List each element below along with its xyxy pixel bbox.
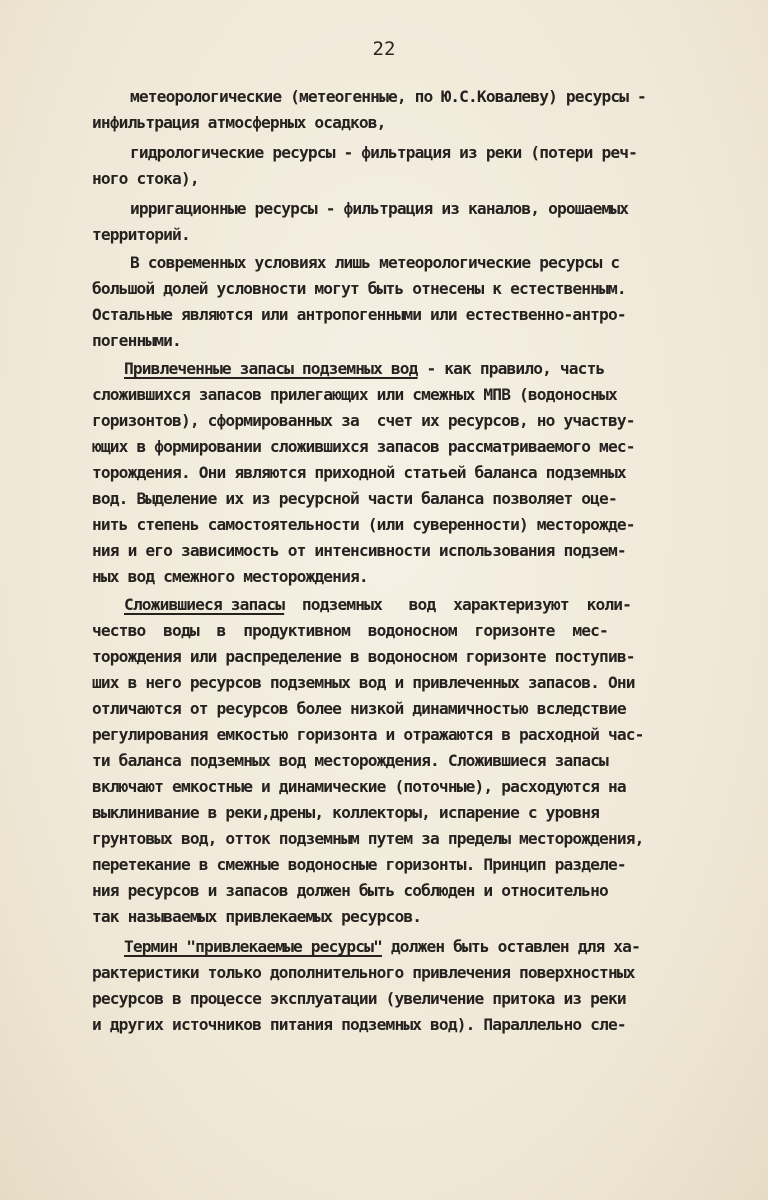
text-line — [92, 488, 617, 510]
line-text: погенными. — [92, 331, 181, 350]
line-text: ти баланса подземных вод месторождения. Сложившиеся запасы — [92, 751, 608, 770]
text-line — [92, 224, 190, 246]
text-line — [130, 142, 637, 164]
text-line — [130, 86, 646, 108]
line-text: вод. Выделение их из ресурсной части баланса позволяет оце- — [92, 489, 617, 508]
text-line — [92, 112, 386, 134]
line-text: горизонтов), сформированных за счет их ресурсов, но участву- — [92, 411, 635, 430]
text-line — [130, 252, 619, 274]
text-line — [124, 358, 604, 380]
line-text: перетекание в смежные водоносные горизонты. Принцип разделе- — [92, 855, 626, 874]
line-text: ния и его зависимость от интенсивности использования подзем- — [92, 541, 626, 560]
line-text: ресурсов в процессе эксплуатации (увеличение притока из реки — [92, 989, 626, 1008]
line-text: нить степень самостоятельности (или суверенности) месторожде- — [92, 515, 635, 534]
text-line — [92, 672, 635, 694]
text-line — [92, 384, 617, 406]
line-text: торождения. Они являются приходной статьей баланса подземных — [92, 463, 626, 482]
text-line — [92, 906, 421, 928]
line-text: В современных условиях лишь метеорологические ресурсы с — [130, 253, 620, 272]
text-line — [92, 540, 626, 562]
line-text: чество воды в продуктивном водоносном горизонте мес- — [92, 621, 608, 640]
line-text: торождения или распределение в водоносном горизонте поступив- — [92, 647, 635, 666]
line-text: - как правило, часть — [417, 359, 605, 378]
underlined-term: Термин "привлекаемые ресурсы" — [124, 937, 382, 956]
line-text: рактеристики только дополнительного привлечения поверхностных — [92, 963, 635, 982]
line-text: грунтовых вод, отток подземным путем за пределы месторождения, — [92, 829, 644, 848]
text-line — [92, 620, 608, 642]
line-text: инфильтрация атмосферных осадков, — [92, 113, 386, 132]
text-line — [92, 750, 608, 772]
text-line — [92, 1014, 626, 1036]
page-number: 22 — [372, 38, 396, 60]
text-line — [124, 594, 631, 616]
text-line — [92, 802, 599, 824]
text-line — [92, 514, 635, 536]
text-line — [92, 436, 635, 458]
line-text: так называемых привлекаемых ресурсов. — [92, 907, 422, 926]
text-line — [130, 198, 628, 220]
text-line — [92, 462, 626, 484]
text-line — [92, 880, 608, 902]
underlined-term: Сложившиеся запасы — [124, 595, 285, 614]
text-line — [92, 724, 644, 746]
text-line — [92, 776, 626, 798]
line-text: ния ресурсов и запасов должен быть соблюден и относительно — [92, 881, 608, 900]
line-text: регулирования емкостью горизонта и отражаются в расходной час- — [92, 725, 644, 744]
line-text: ного стока), — [92, 169, 199, 188]
text-line — [92, 646, 635, 668]
line-text: ных вод смежного месторождения. — [92, 567, 368, 586]
line-text: территорий. — [92, 225, 190, 244]
line-text: ющих в формировании сложившихся запасов рассматриваемого мес- — [92, 437, 635, 456]
line-text: и других источников питания подземных вод). Параллельно сле- — [92, 1015, 626, 1034]
underlined-term: Привлеченные запасы подземных вод — [124, 359, 418, 378]
text-line — [92, 698, 626, 720]
line-text: метеорологические (метеогенные, по Ю.С.Ковалеву) ресурсы - — [130, 87, 646, 106]
line-text: ших в него ресурсов подземных вод и привлеченных запасов. Они — [92, 673, 635, 692]
text-line — [92, 304, 626, 326]
text-line — [124, 936, 640, 958]
text-line — [92, 962, 635, 984]
text-line — [92, 168, 199, 190]
text-line — [92, 330, 181, 352]
text-line — [92, 828, 644, 850]
line-text: гидрологические ресурсы - фильтрация из реки (потери реч- — [130, 143, 638, 162]
line-text: выклинивание в реки,дрены, коллекторы, испарение с уровня — [92, 803, 600, 822]
line-text: ирригационные ресурсы - фильтрация из каналов, орошаемых — [130, 199, 629, 218]
text-line — [92, 988, 626, 1010]
line-text: Остальные являются или антропогенными или естественно-антро- — [92, 305, 626, 324]
line-text: отличаются от ресурсов более низкой динамичностью вследствие — [92, 699, 626, 718]
line-text: подземных вод характеризуют коли- — [284, 595, 632, 614]
line-text: должен быть оставлен для ха- — [381, 937, 640, 956]
line-text: сложившихся запасов прилегающих или смежных МПВ (водоносных — [92, 385, 617, 404]
text-line — [92, 854, 626, 876]
text-line — [92, 410, 635, 432]
line-text: большой долей условности могут быть отнесены к естественным. — [92, 279, 626, 298]
text-line — [92, 566, 368, 588]
text-line — [92, 278, 626, 300]
line-text: включают емкостные и динамические (поточные), расходуются на — [92, 777, 626, 796]
